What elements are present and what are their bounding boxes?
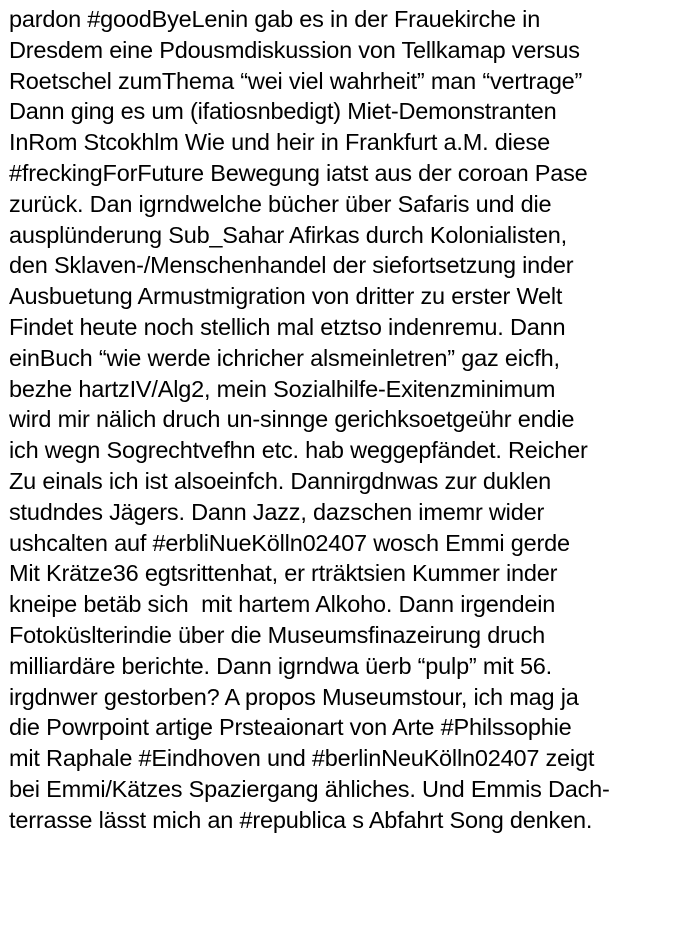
text-line-7: zurück. Dan igrndwelche bücher über Safaris und die xyxy=(9,190,552,217)
text-line-3: Roetschel zumThema “wei viel wahrheit” man “vertrage” xyxy=(9,67,583,94)
text-line-19: Mit Krätze36 egtsrittenhat, er rträktsien Kummer inder xyxy=(9,560,558,587)
text-paragraph xyxy=(9,4,679,836)
text-line-10: Ausbuetung Armustmigration von dritter zu erster Welt xyxy=(9,283,563,310)
text-line-22: milliardäre berichte. Dann igrndwa üerb “pulp” mit 56. xyxy=(9,652,553,679)
text-line-16: Zu einals ich ist alsoeinfch. Dannirgdnwas zur duklen xyxy=(9,467,551,494)
text-line-9: den Sklaven-/Menschenhandel der siefortsetzung inder xyxy=(9,252,574,279)
text-line-4: Dann ging es um (ifatiosnbedigt) Miet-Demonstranten xyxy=(9,98,557,125)
text-line-8: ausplünderung Sub_Sahar Afirkas durch Kolonialisten, xyxy=(9,221,567,248)
text-line-13: bezhe hartzIV/Alg2, mein Sozialhilfe-Exitenzminimum xyxy=(9,375,556,402)
text-line-25: mit Raphale #Eindhoven und #berlinNeuKölln02407 zeigt xyxy=(9,745,595,772)
text-line-2: Dresdem eine Pdousmdiskussion von Tellkamap versus xyxy=(9,36,580,63)
text-line-20: kneipe betäb sich mit hartem Alkoho. Dann irgendein xyxy=(9,591,556,618)
text-line-27: terrasse lässt mich an #republica s Abfahrt Song denken. xyxy=(9,806,593,833)
text-line-6: #freckingForFuture Bewegung iatst aus der coroan Pase xyxy=(9,159,588,186)
text-line-11: Findet heute noch stellich mal etztso indenremu. Dann xyxy=(9,313,566,340)
text-line-24: die Powrpoint artige Prsteaionart von Arte #Philssophie xyxy=(9,714,572,741)
text-line-23: irgdnwer gestorben? A propos Museumstour, ich mag ja xyxy=(9,683,579,710)
text-line-15: ich wegn Sogrechtvefhn etc. hab weggepfändet. Reicher xyxy=(9,437,588,464)
text-line-26: bei Emmi/Kätzes Spaziergang ähliches. Und Emmis Dach- xyxy=(9,775,610,802)
text-line-21: Fotoküslterindie über die Museumsfinazeirung druch xyxy=(9,621,546,648)
text-line-17: studndes Jägers. Dann Jazz, dazschen imemr wider xyxy=(9,498,545,525)
text-line-14: wird mir nälich druch un-sinnge gerichksoetgeühr endie xyxy=(9,406,575,433)
text-line-18: ushcalten auf #erbliNueKölln02407 wosch Emmi gerde xyxy=(9,529,570,556)
text-line-5: InRom Stcokhlm Wie und heir in Frankfurt a.M. diese xyxy=(9,129,550,156)
text-line-12: einBuch “wie werde ichricher alsmeinletren” gaz eicfh, xyxy=(9,344,560,371)
text-line-1: pardon #goodByeLenin gab es in der Frauekirche in xyxy=(9,6,541,32)
